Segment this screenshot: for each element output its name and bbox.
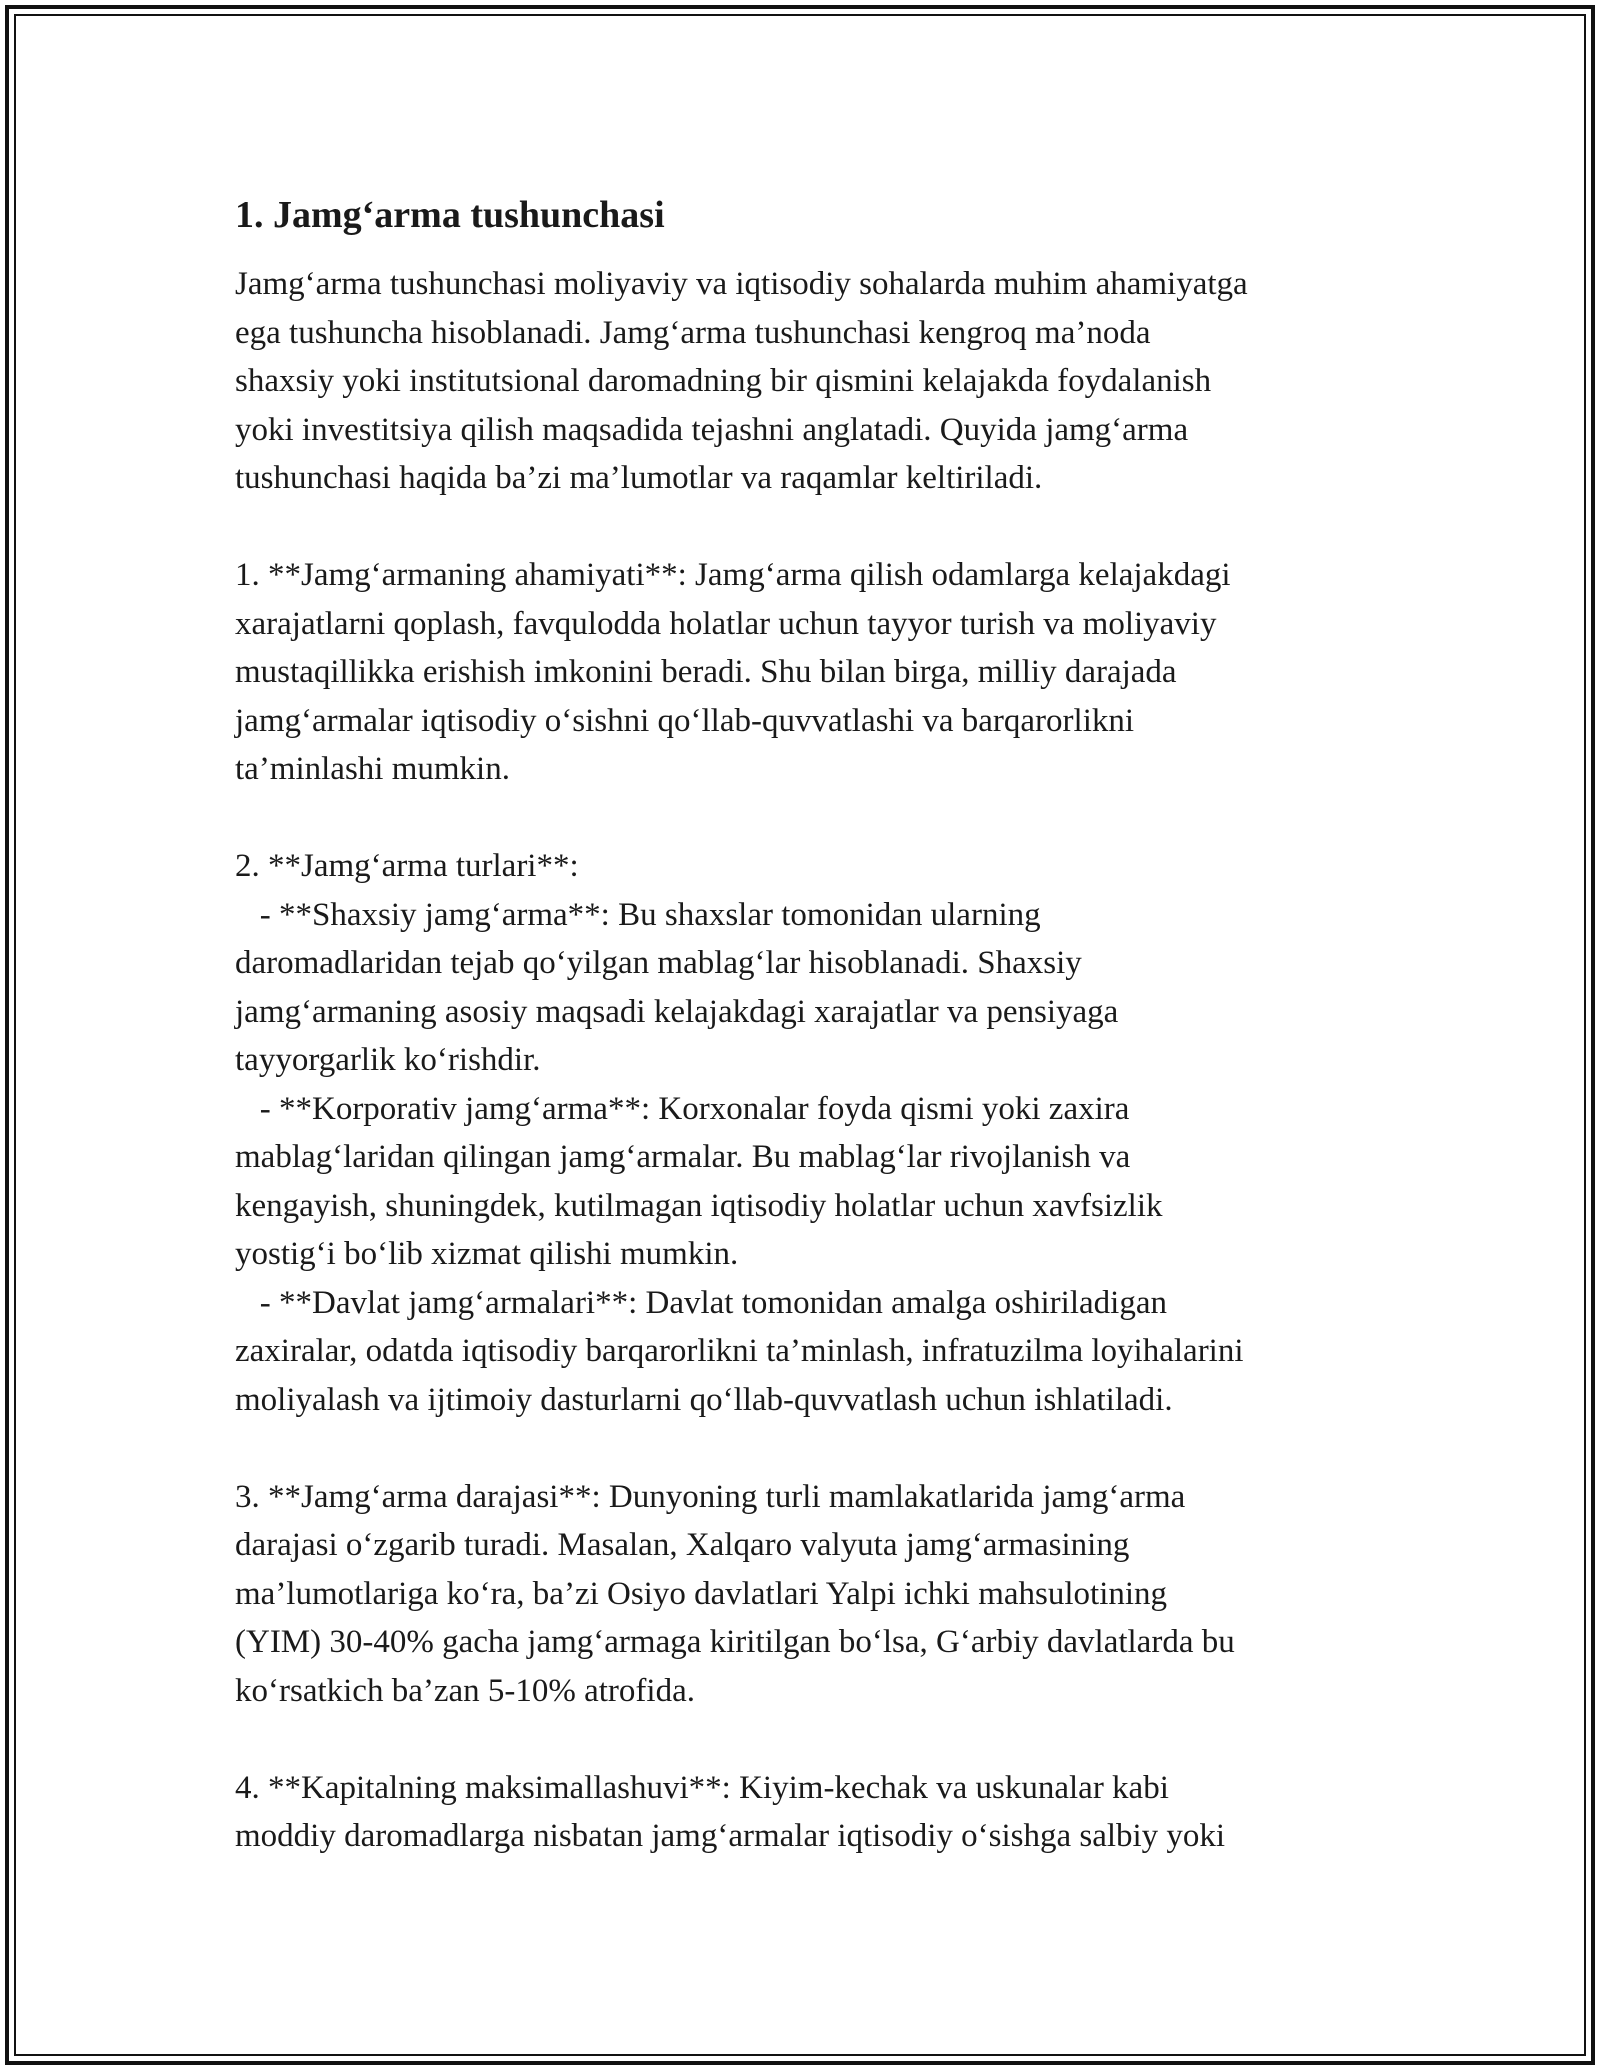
text-line: mablag‘laridan qilingan jamg‘armalar. Bu mablag‘lar rivojlanish va [235, 1139, 1131, 1175]
paragraph-gap [235, 503, 1375, 552]
text-line: moliyalash va ijtimoiy dasturlarni qo‘llab-quvvatlash uchun ishlatiladi. [235, 1381, 1173, 1418]
text-line: shaxsiy yoki institutsional daromadning bir qismini kelajakda foydalanish [235, 363, 1212, 399]
text-line: ta’minlashi mumkin. [235, 751, 510, 787]
paragraph [235, 842, 1375, 1424]
paragraph-gap [235, 1424, 1375, 1473]
text-line: moddiy daromadlarga nisbatan jamg‘armalar iqtisodiy o‘sishga salbiy yoki [235, 1818, 1226, 1854]
paragraph [235, 551, 1375, 794]
text-line: 1. **Jamg‘armaning ahamiyati**: Jamg‘arma qilish odamlarga kelajakdagi [235, 557, 1231, 593]
text-line: - **Shaxsiy jamg‘arma**: Bu shaxslar tomonidan ularning [235, 896, 1041, 933]
paragraph-gap [235, 794, 1375, 843]
paragraph-list [235, 260, 1375, 1861]
text-line: daromadlaridan tejab qo‘yilgan mablag‘lar hisoblanadi. Shaxsiy [235, 945, 1082, 981]
paragraph [235, 260, 1375, 503]
document-body [235, 190, 1375, 1861]
text-line: tayyorgarlik ko‘rishdir. [235, 1042, 541, 1078]
text-line: 2. **Jamg‘arma turlari**: [235, 848, 579, 884]
text-line: Jamg‘arma tushunchasi moliyaviy va iqtisodiy sohalarda muhim ahamiyatga [235, 266, 1248, 302]
text-line: yoki investitsiya qilish maqsadida tejashni anglatadi. Quyida jamg‘arma [235, 411, 1189, 448]
text-line: 3. **Jamg‘arma darajasi**: Dunyoning turli mamlakatlarida jamg‘arma [235, 1478, 1186, 1515]
text-line: xarajatlarni qoplash, favqulodda holatlar uchun tayyor turish va moliyaviy [235, 605, 1217, 642]
paragraph-gap [235, 1715, 1375, 1764]
paragraph [235, 1473, 1375, 1716]
text-line: ega tushuncha hisoblanadi. Jamg‘arma tushunchasi kengroq ma’noda [235, 314, 1151, 351]
text-line: (YIM) 30-40% gacha jamg‘armaga kiritilgan bo‘lsa, G‘arbiy davlatlarda bu [235, 1624, 1235, 1660]
text-line: mustaqillikka erishish imkonini beradi. Shu bilan birga, milliy darajada [235, 654, 1177, 690]
text-line: ko‘rsatkich ba’zan 5-10% atrofida. [235, 1672, 695, 1709]
text-line: yostig‘i bo‘lib xizmat qilishi mumkin. [235, 1236, 739, 1272]
text-line: jamg‘armalar iqtisodiy o‘sishni qo‘llab-quvvatlashi va barqarorlikni [235, 702, 1135, 739]
paragraph [235, 1764, 1375, 1861]
text-line: - **Korporativ jamg‘arma**: Korxonalar foyda qismi yoki zaxira [235, 1090, 1130, 1127]
text-line: darajasi o‘zgarib turadi. Masalan, Xalqaro valyuta jamg‘armasining [235, 1527, 1130, 1563]
text-line: zaxiralar, odatda iqtisodiy barqarorlikni ta’minlash, infratuzilma loyihalarini [235, 1333, 1244, 1369]
text-line: tushunchasi haqida ba’zi ma’lumotlar va raqamlar keltiriladi. [235, 460, 1043, 496]
text-line: 4. **Kapitalning maksimallashuvi**: Kiyim-kechak va uskunalar kabi [235, 1769, 1169, 1806]
text-line: ma’lumotlariga ko‘ra, ba’zi Osiyo davlatlari Yalpi ichki mahsulotining [235, 1575, 1168, 1612]
section-heading: 1. Jamg‘arma tushunchasi [235, 194, 665, 236]
text-line: - **Davlat jamg‘armalari**: Davlat tomonidan amalga oshiriladigan [235, 1284, 1167, 1321]
text-line: jamg‘armaning asosiy maqsadi kelajakdagi xarajatlar va pensiyaga [235, 993, 1119, 1030]
text-line: kengayish, shuningdek, kutilmagan iqtisodiy holatlar uchun xavfsizlik [235, 1187, 1163, 1224]
